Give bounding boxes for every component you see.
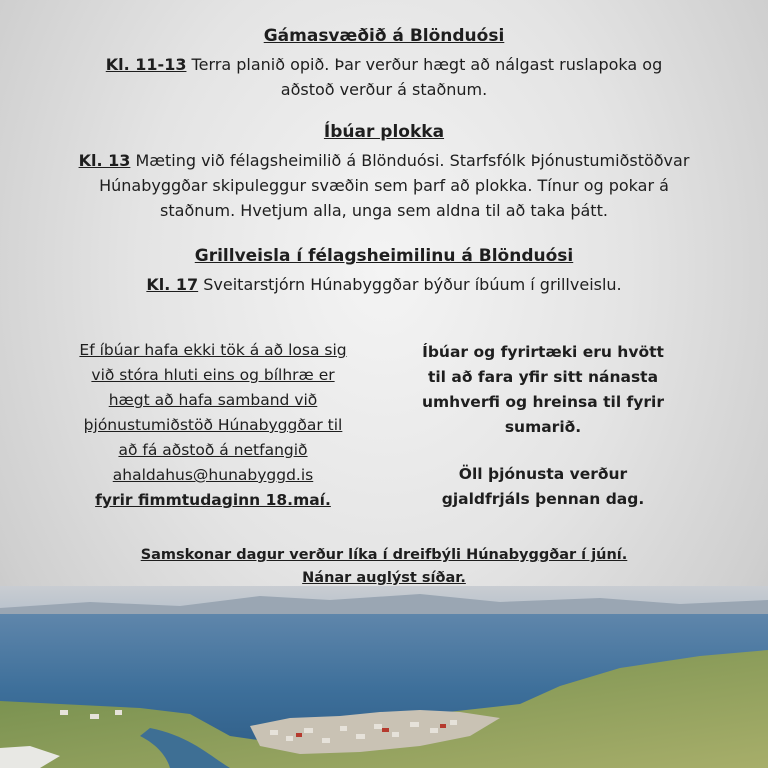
section-line: staðnum. Hvetjum alla, unga sem aldna til að taka þátt.	[160, 201, 608, 220]
right-note-line: umhverfi og hreinsa til fyrir	[421, 393, 664, 411]
right-note-line: Íbúar og fyrirtæki eru hvött	[422, 343, 664, 361]
section-body	[0, 272, 768, 297]
left-note-line: hægt að hafa samband við	[108, 391, 318, 409]
title-remnant	[0, 0, 768, 8]
right-note-line: Öll þjónusta verður	[458, 465, 628, 483]
footer-note	[0, 544, 768, 590]
section-line: aðstoð verður á staðnum.	[280, 80, 488, 99]
section-line: Mæting við félagsheimilið á Blönduósi. Starfsfólk Þjónustumiðstöðvar	[135, 151, 690, 170]
section-body	[0, 148, 768, 223]
footer-line: Samskonar dagur verður líka í dreifbýli Húnabyggðar í júní.	[140, 547, 628, 563]
section-body	[0, 52, 768, 102]
section-time: Kl. 13	[78, 151, 131, 170]
left-note-line: að fá aðstoð á netfangið	[118, 441, 308, 459]
section-ibuar-plokka	[0, 122, 768, 223]
section-line: Terra planið opið. Þar verður hægt að nálgast ruslapoka og	[191, 55, 663, 74]
footer-line: Nánar auglýst síðar.	[302, 570, 466, 586]
right-note	[398, 340, 688, 512]
right-note-line: gjaldfrjáls þennan dag.	[441, 490, 645, 508]
section-heading: Íbúar plokka	[323, 122, 445, 142]
section-time: Kl. 17	[146, 275, 199, 294]
left-note	[58, 338, 368, 513]
section-line: Húnabyggðar skipuleggur svæðin sem þarf að plokka. Tínur og pokar á	[99, 176, 669, 195]
section-gamasvaedid	[0, 26, 768, 102]
section-grillveisla	[0, 246, 768, 297]
email-link[interactable]: ahaldahus@hunabyggd.is	[112, 466, 314, 484]
deadline-text: fyrir fimmtudaginn 18.maí.	[95, 491, 331, 509]
right-note-line: til að fara yfir sitt nánasta	[427, 368, 659, 386]
left-note-line: við stóra hluti eins og bílhræ er	[91, 366, 335, 384]
left-note-line: þjónustumiðstöð Húnabyggðar til	[83, 416, 343, 434]
section-time: Kl. 11-13	[105, 55, 187, 74]
section-line: Sveitarstjórn Húnabyggðar býður íbúum í grillveislu.	[203, 275, 622, 294]
section-heading: Gámasvæðið á Blönduósi	[263, 26, 505, 46]
left-note-line: Ef íbúar hafa ekki tök á að losa sig	[79, 341, 347, 359]
landscape-photo	[0, 586, 768, 768]
section-heading: Grillveisla í félagsheimilinu á Blönduósi	[194, 246, 574, 266]
right-note-line: sumarið.	[504, 418, 582, 436]
